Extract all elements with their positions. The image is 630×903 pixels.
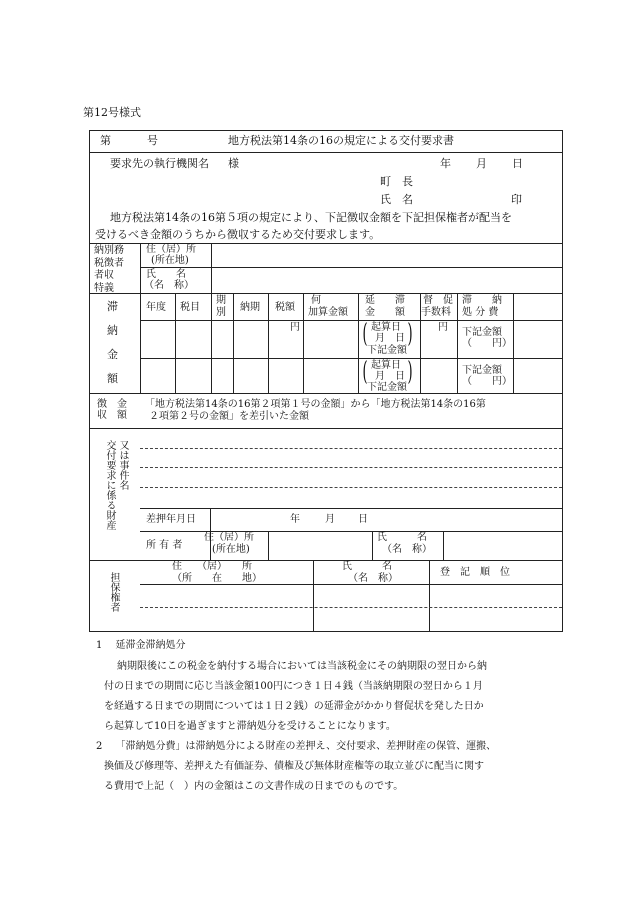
- row2-shobun-kaki: 下記金額: [462, 365, 502, 376]
- seizure-tsuki: 月: [325, 514, 335, 525]
- note-1-line-4: ら起算して10日を過ぎますと滞納処分を受けることになります。: [104, 721, 396, 732]
- owner-name-label: 氏 名: [377, 532, 427, 543]
- note-1-line-2: 付の日までの期間に応じ当該金額100円につき１日４銭（当該納期限の翌日から１月: [104, 681, 483, 692]
- creditor-name-sub: （名 称）: [348, 573, 398, 584]
- creditor-name-label: 氏 名: [342, 561, 392, 572]
- row2-paren-open: (: [362, 357, 368, 387]
- creditor-address-sub: （所 在 地）: [172, 573, 262, 584]
- creditor-rank-label: 登 記 順 位: [440, 567, 510, 578]
- row1-zeigaku-yen: 円: [290, 322, 300, 333]
- owner-address-sub: (所在地): [212, 544, 250, 555]
- taxpayer-name-sub: （名 称）: [144, 280, 194, 291]
- taxpayer-name-label: 氏 名: [146, 269, 186, 280]
- creditor-side-label: 担保権者: [108, 572, 119, 612]
- taxpayer-address-label: 住（居）所: [146, 244, 196, 255]
- addressee-sama: 様: [228, 157, 239, 170]
- header-zeigaku: 税額: [275, 302, 295, 313]
- date-nen: 年: [440, 157, 451, 170]
- header-tokusoku-2: 手数料: [421, 307, 451, 318]
- collection-side-1: 徴 金: [97, 399, 127, 410]
- collection-text-1: 「地方税法第14条の16第２項第１号の金額」から「地方税法第14条の16第: [145, 399, 486, 410]
- owner-label: 所 有 者: [146, 540, 183, 551]
- seizure-date-label: 差押年月日: [146, 514, 196, 525]
- header-entai-2: 金 額: [365, 307, 405, 318]
- note-2-line-3: る費用で上記（ ）内の金額はこの文書作成の日までのものです。: [104, 781, 404, 792]
- addressee-label: 要求先の執行機関名: [110, 157, 209, 170]
- row2-kisan-2: 月 日: [375, 371, 405, 382]
- owner-address-label: 住（居）所: [204, 532, 254, 543]
- owner-name-sub: （名 称）: [382, 544, 432, 555]
- row1-paren-open: (: [362, 319, 368, 349]
- row1-shobun-kaki: 下記金額: [462, 327, 502, 338]
- creditor-address-label: 住 （居） 所: [172, 561, 252, 572]
- form-id: 第12号様式: [83, 106, 141, 119]
- note-1-line-3: を経過する日までの期間については１日２銭）の延滞金がかかり督促状を発した日か: [104, 701, 484, 712]
- collection-side-2: 収 額: [97, 410, 127, 421]
- intro-line-2: 受けるべき金額のうちから徴収するため交付要求します。: [95, 228, 381, 241]
- header-nendo: 年度: [146, 302, 166, 313]
- row1-tokusoku-yen: 円: [438, 322, 448, 333]
- taxpayer-side-label: 納別務 税徴者 者収 特義: [94, 245, 124, 294]
- taxpayer-address-sub: (所在地): [151, 255, 189, 266]
- sender-shimei: 氏 名: [380, 193, 413, 206]
- row2-paren-close: ): [407, 357, 413, 387]
- header-kasan-1: 何: [311, 295, 321, 306]
- note-1-title: 1 延滞金滞納処分: [96, 640, 186, 651]
- header-shobun-2: 処 分 費: [462, 307, 499, 318]
- note-2-line-1: 2 「滞納処分費」は滞納処分による財産の差押え、交付要求、差押財産の保管、運搬、: [96, 741, 497, 752]
- title-go: 号: [147, 134, 158, 147]
- header-zeimoku: 税目: [180, 302, 200, 313]
- title-text: 地方税法第14条の16の規定による交付要求書: [228, 134, 454, 147]
- header-noki: 納期: [240, 302, 260, 313]
- note-2-line-2: 換価及び修理等、差押えた有価証券、債権及び無体財産権等の取立並びに配当に関す: [104, 761, 484, 772]
- row2-kisan-1: 起算日: [371, 360, 401, 371]
- date-hi: 日: [512, 157, 523, 170]
- row1-kisan-2: 月 日: [375, 333, 405, 344]
- header-kibetsu: 期 別: [216, 295, 226, 318]
- seizure-nen: 年: [290, 514, 300, 525]
- header-tokusoku-1: 督 促: [423, 295, 453, 306]
- note-1-line-1: 納期限後にこの税金を納付する場合においては当該税金にその納期限の翌日から納: [117, 661, 487, 672]
- property-side-col2: 又は事件名: [117, 440, 128, 490]
- row2-entai-kaki: 下記金額: [367, 382, 407, 393]
- row2-shobun-yen: （ 円）: [462, 376, 512, 387]
- seizure-hi: 日: [358, 514, 368, 525]
- header-entai-1: 延 滞: [365, 295, 405, 306]
- seal-mark: 印: [511, 193, 522, 206]
- intro-line-1: 地方税法第14条の16第５項の規定により、下記徴収金額を下記担保権者が配当を: [110, 211, 512, 224]
- property-side-col1: 交付要求に係る財産: [104, 440, 115, 530]
- row1-kisan-1: 起算日: [371, 322, 401, 333]
- title-dai: 第: [100, 134, 111, 147]
- row1-paren-close: ): [407, 319, 413, 349]
- header-shobun-1: 滞 納: [462, 295, 502, 306]
- row1-entai-kaki: 下記金額: [367, 345, 407, 356]
- header-kasan-2: 加算金額: [308, 307, 348, 318]
- row1-shobun-yen: （ 円）: [462, 338, 512, 349]
- date-tsuki: 月: [476, 157, 487, 170]
- collection-text-2: ２項第２号の金額」を差引いた金額: [149, 411, 309, 422]
- sender-cho: 町 長: [380, 175, 413, 188]
